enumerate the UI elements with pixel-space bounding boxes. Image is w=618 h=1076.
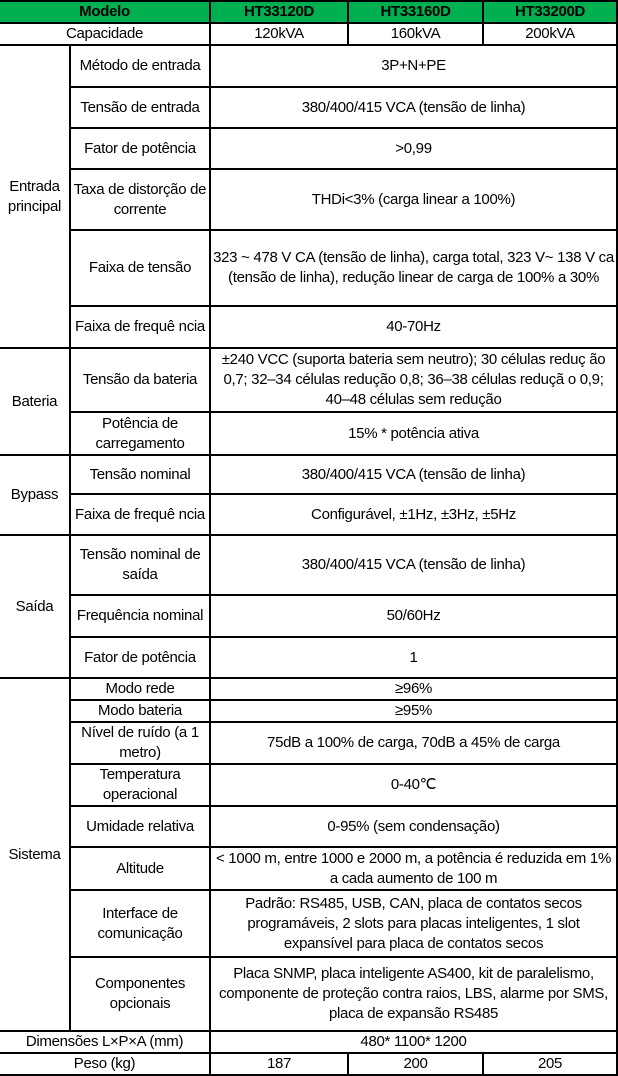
table-row	[0, 348, 617, 412]
group-main-input: Entrada principal	[0, 45, 70, 348]
weight-label: Peso (kg)	[0, 1053, 210, 1075]
row-value: 0-95% (sem condensação)	[210, 806, 617, 847]
row-label: Faixa de frequê ncia	[70, 494, 210, 535]
table-row	[0, 45, 617, 87]
table-row	[0, 87, 617, 128]
row-value: 380/400/415 VCA (tensão de linha)	[210, 455, 617, 494]
row-value: ≥96%	[210, 678, 617, 700]
row-label: Componentes opcionais	[70, 957, 210, 1031]
row-value: 380/400/415 VCA (tensão de linha)	[210, 87, 617, 128]
weight-value: 205	[483, 1053, 617, 1075]
row-label: Faixa de tensão	[70, 230, 210, 306]
group-system: Sistema	[0, 678, 70, 1031]
table-row	[0, 890, 617, 957]
row-value: Configurável, ±1Hz, ±3Hz, ±5Hz	[210, 494, 617, 535]
capacity-label: Capacidade	[0, 23, 210, 45]
model-label: Modelo	[0, 1, 210, 23]
table-row	[0, 722, 617, 764]
capacity-value: 200kVA	[483, 23, 617, 45]
table-row	[0, 678, 617, 700]
row-value: < 1000 m, entre 1000 e 2000 m, a potência é reduzida em 1% a cada aumento de 100 m	[210, 847, 617, 890]
model-ht33160d: HT33160D	[348, 1, 483, 23]
row-value: 15% * potência ativa	[210, 412, 617, 455]
row-label: Modo rede	[70, 678, 210, 700]
capacity-value: 120kVA	[210, 23, 348, 45]
table-row	[0, 128, 617, 169]
row-label: Frequência nominal	[70, 595, 210, 637]
row-label: Tensão de entrada	[70, 87, 210, 128]
row-value: 40-70Hz	[210, 306, 617, 348]
row-label: Modo bateria	[70, 700, 210, 722]
row-label: Altitude	[70, 847, 210, 890]
model-ht33200d: HT33200D	[483, 1, 617, 23]
row-label: Fator de potência	[70, 637, 210, 678]
row-value: Padrão: RS485, USB, CAN, placa de contatos secos programáveis, 2 slots para placas inteligentes, 1 slot expansível para placa de contatos secos	[210, 890, 617, 957]
row-label: Tensão da bateria	[70, 348, 210, 412]
table-row	[0, 847, 617, 890]
row-value: 1	[210, 637, 617, 678]
table-row	[0, 806, 617, 847]
table-row	[0, 637, 617, 678]
table-row	[0, 764, 617, 806]
header-row	[0, 1, 617, 23]
row-label: Faixa de frequê ncia	[70, 306, 210, 348]
table-row	[0, 455, 617, 494]
capacity-value: 160kVA	[348, 23, 483, 45]
group-bypass: Bypass	[0, 455, 70, 535]
row-label: Temperatura operacional	[70, 764, 210, 806]
row-value: >0,99	[210, 128, 617, 169]
row-value: 0-40℃	[210, 764, 617, 806]
table-row	[0, 169, 617, 230]
row-value: Placa SNMP, placa inteligente AS400, kit de paralelismo, componente de proteção contra raios, LBS, alarme por SMS, placa de expansão RS485	[210, 957, 617, 1031]
table-row	[0, 230, 617, 306]
table-row	[0, 535, 617, 595]
row-label: Potência de carregamento	[70, 412, 210, 455]
table-row	[0, 494, 617, 535]
table-row	[0, 957, 617, 1031]
row-label: Interface de comunicação	[70, 890, 210, 957]
row-value: 323 ~ 478 V CA (tensão de linha), carga total, 323 V~ 138 V ca (tensão de linha), redução linear de carga de 100% a 30%	[210, 230, 617, 306]
capacity-row	[0, 23, 617, 45]
row-label: Nível de ruído (a 1 metro)	[70, 722, 210, 764]
row-value: 50/60Hz	[210, 595, 617, 637]
row-label: Taxa de distorção de corrente	[70, 169, 210, 230]
model-ht33120d: HT33120D	[210, 1, 348, 23]
table-row	[0, 595, 617, 637]
dimensions-value: 480* 1100* 1200	[210, 1031, 617, 1053]
row-value: 75dB a 100% de carga, 70dB a 45% de carga	[210, 722, 617, 764]
table-row	[0, 700, 617, 722]
row-label: Tensão nominal	[70, 455, 210, 494]
row-label: Fator de potência	[70, 128, 210, 169]
row-value: ≥95%	[210, 700, 617, 722]
table-row	[0, 306, 617, 348]
row-label: Tensão nominal de saída	[70, 535, 210, 595]
table-row	[0, 412, 617, 455]
row-label: Umidade relativa	[70, 806, 210, 847]
group-battery: Bateria	[0, 348, 70, 455]
row-label: Método de entrada	[70, 45, 210, 87]
weight-row	[0, 1053, 617, 1075]
row-value: 3P+N+PE	[210, 45, 617, 87]
row-value: THDi<3% (carga linear a 100%)	[210, 169, 617, 230]
row-value: 380/400/415 VCA (tensão de linha)	[210, 535, 617, 595]
weight-value: 200	[348, 1053, 483, 1075]
dimensions-label: Dimensões L×P×A (mm)	[0, 1031, 210, 1053]
dimensions-row	[0, 1031, 617, 1053]
weight-value: 187	[210, 1053, 348, 1075]
group-output: Saída	[0, 535, 70, 678]
row-value: ±240 VCC (suporta bateria sem neutro); 30 células reduç ão 0,7; 32–34 células redução 0,8; 36–38 células reduçã o 0,9; 40–48 células sem redução	[210, 348, 617, 412]
